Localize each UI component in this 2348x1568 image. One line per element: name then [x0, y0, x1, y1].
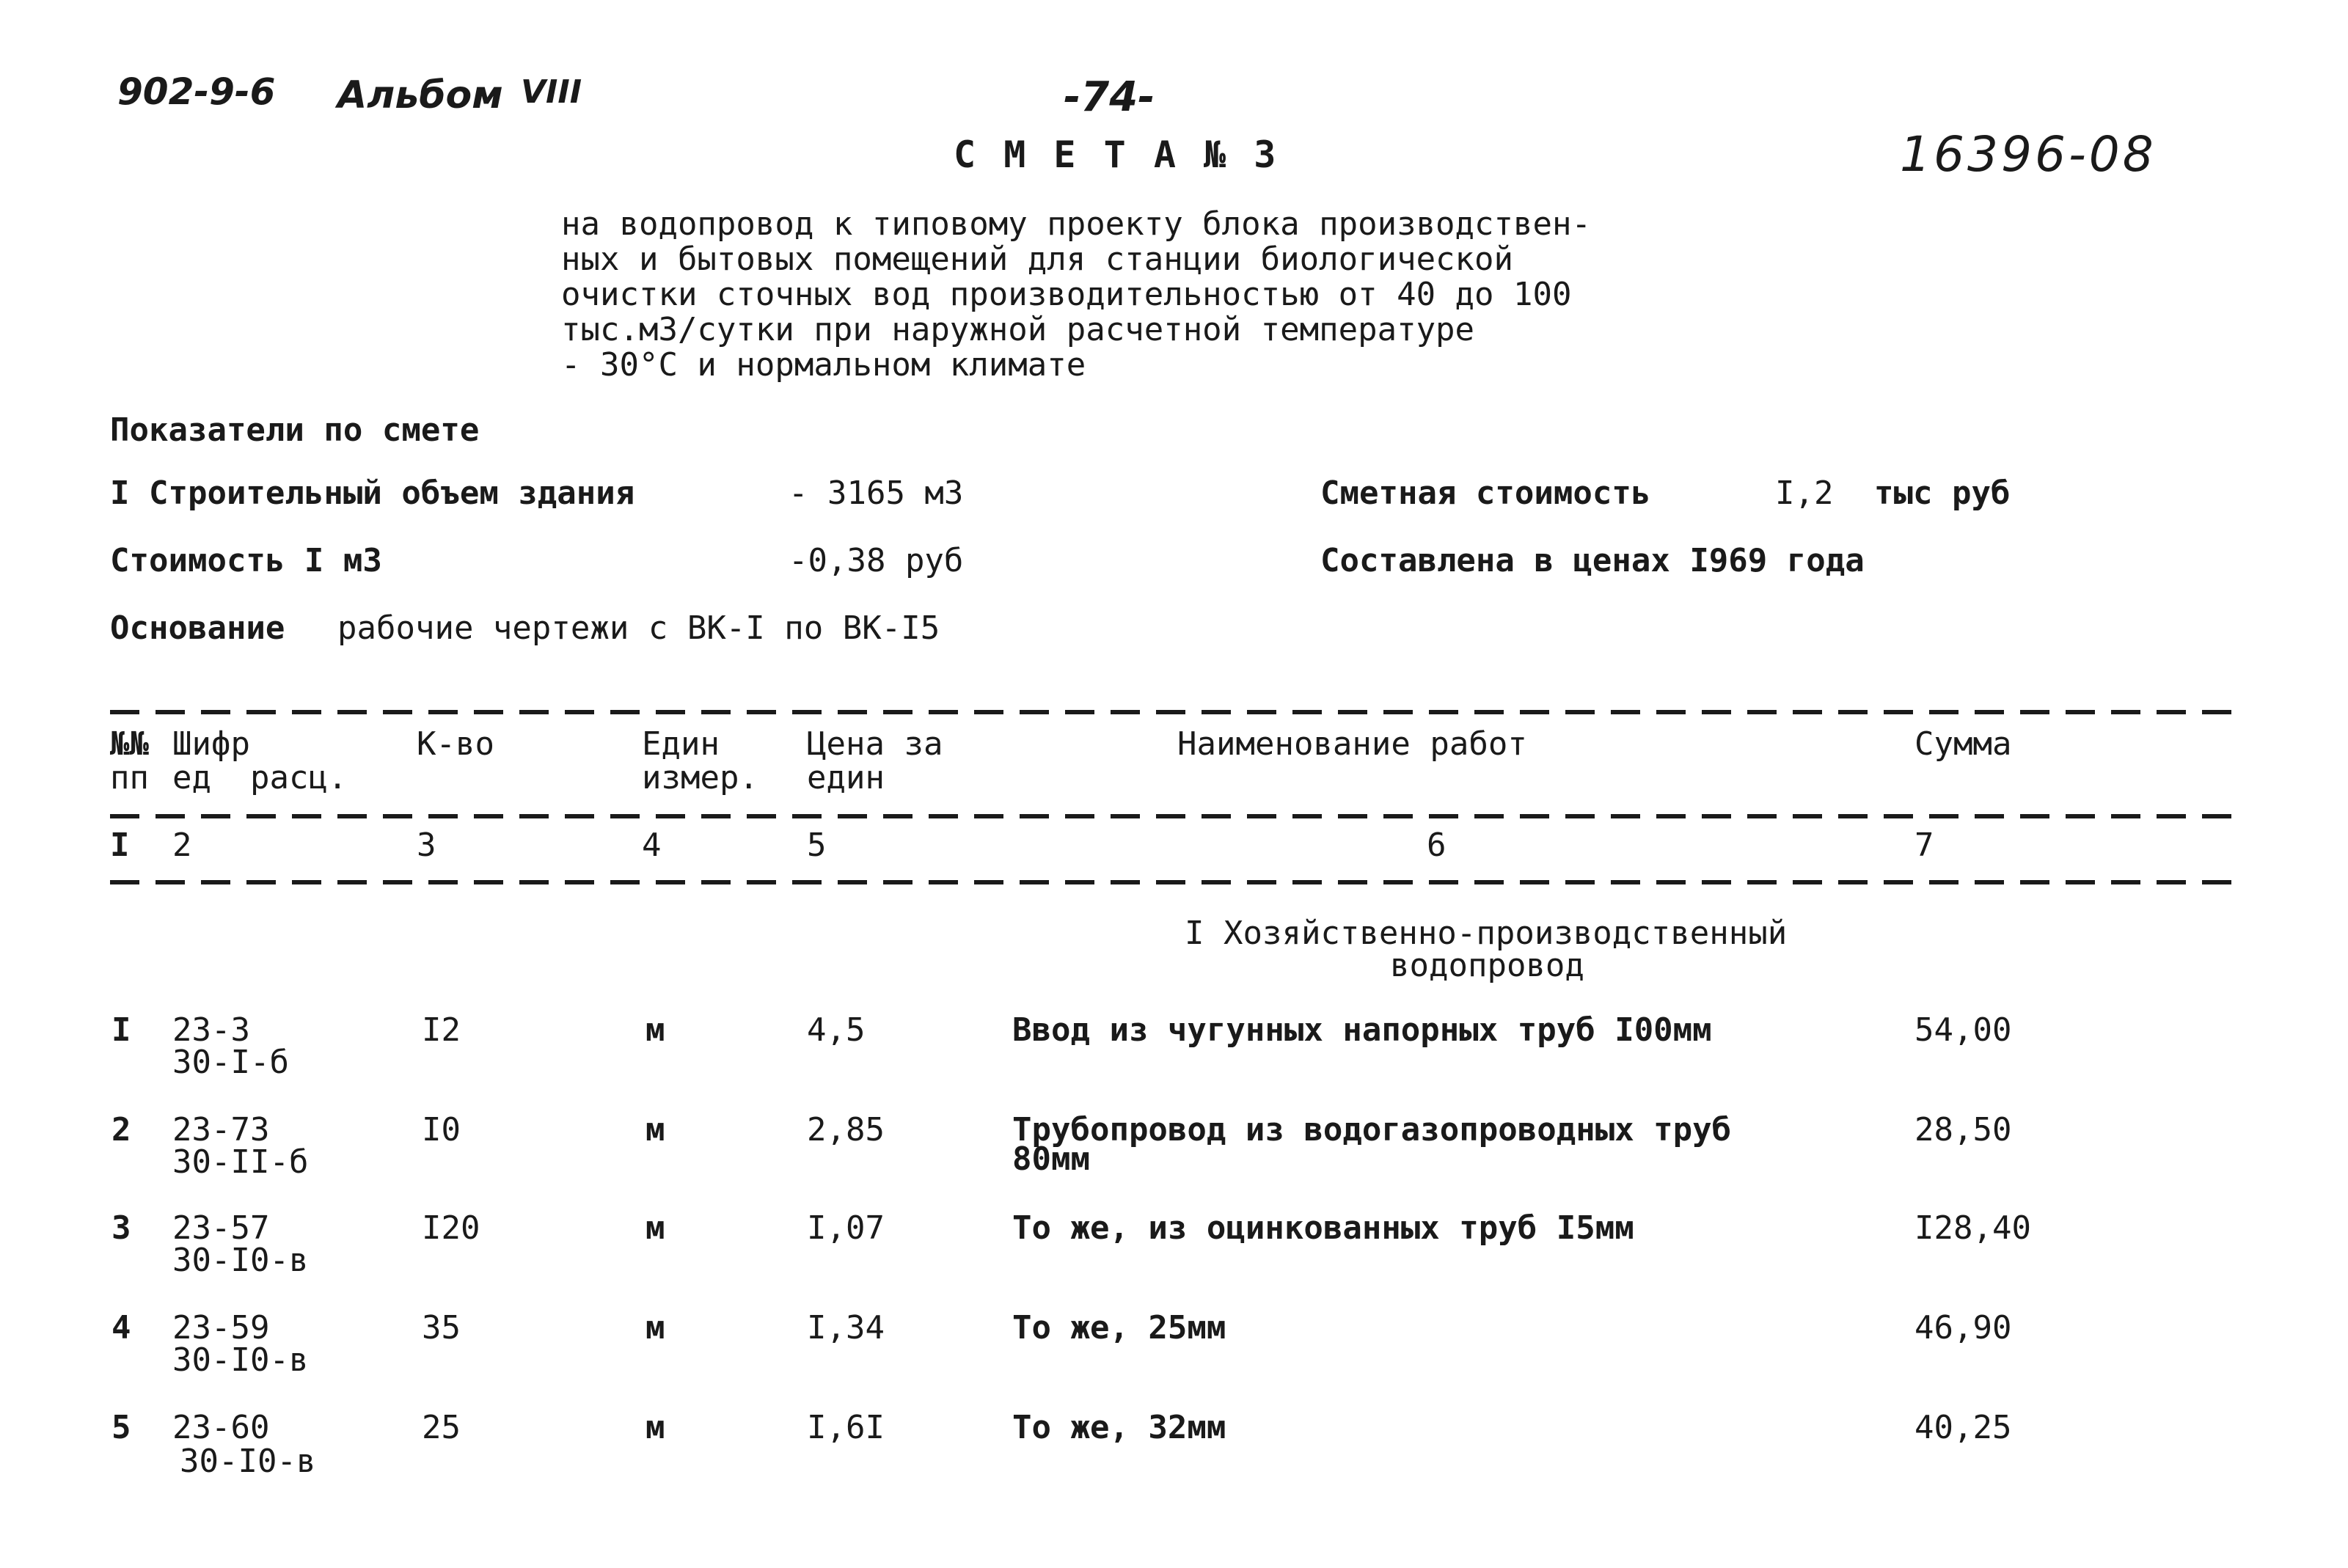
header-number-sub: пп [110, 759, 149, 796]
row-code: 23-60 [172, 1409, 270, 1446]
row-price: I,6I [807, 1409, 885, 1446]
row-price: 2,85 [807, 1111, 885, 1148]
header-code-sub: ед расц. [172, 759, 348, 796]
header-price: Цена за [807, 725, 943, 763]
row-number: I [111, 1011, 131, 1049]
column-number: 4 [642, 827, 662, 864]
row-quantity: 35 [422, 1309, 461, 1347]
row-price: 4,5 [807, 1011, 866, 1049]
column-number: 6 [1427, 827, 1447, 864]
table-rule-numbers [110, 880, 2237, 884]
description-line: очистки сточных вод производительностью от 40 до 100 [561, 276, 1572, 313]
row-work-name: Трубопровод из водогазопроводных труб [1012, 1111, 1732, 1148]
basis-value: рабочие чертежи с ВК-I по ВК-I5 [337, 609, 940, 647]
section-title-sub: водопровод [1390, 947, 1584, 984]
document-number: 16396-08 [1900, 126, 2157, 183]
row-unit: м [645, 1111, 665, 1148]
row-unit: м [645, 1011, 665, 1049]
column-number: I [110, 827, 130, 864]
row-sum: 54,00 [1914, 1011, 2012, 1049]
column-number: 5 [807, 827, 827, 864]
row-price: I,07 [807, 1209, 885, 1247]
basis-label: Основание [110, 609, 285, 647]
header-price-sub: един [807, 759, 885, 796]
album-label: Альбом [337, 73, 503, 117]
row-sum: I28,40 [1914, 1209, 2031, 1247]
table-rule-header [110, 814, 2237, 818]
column-number: 7 [1914, 827, 1934, 864]
row-price: I,34 [807, 1309, 885, 1347]
row-number: 5 [111, 1409, 131, 1446]
row-unit: м [645, 1209, 665, 1247]
row-quantity: I0 [422, 1111, 461, 1148]
page-title: С М Е Т А № 3 [954, 133, 1279, 176]
unit-cost-value: -0,38 руб [789, 542, 964, 579]
building-volume-value: - 3165 м3 [789, 475, 964, 512]
row-sum: 28,50 [1914, 1111, 2012, 1148]
prices-note: Составлена в ценах I969 года [1320, 542, 1865, 579]
row-work-name: То же, 32мм [1012, 1409, 1226, 1446]
header-number: №№ [110, 725, 149, 763]
estimate-description [561, 207, 1591, 383]
description-line: тыс.м3/сутки при наружной расчетной температуре [561, 311, 1475, 348]
estimated-cost-value: I,2 [1775, 475, 1834, 512]
row-work-name-sub: 80мм [1012, 1140, 1090, 1178]
row-number: 3 [111, 1209, 131, 1247]
indicators-heading: Показатели по смете [110, 411, 480, 449]
album-number: VIII [521, 73, 582, 111]
estimated-cost-unit: тыс руб [1874, 475, 2011, 512]
header-work-name: Наименование работ [1177, 725, 1527, 763]
row-number: 4 [111, 1309, 131, 1347]
row-quantity: I20 [422, 1209, 480, 1247]
unit-cost-label: Стоимость I м3 [110, 542, 382, 579]
row-code-sub: 30-I-б [172, 1044, 289, 1081]
description-line: - 30°С и нормальном климате [561, 346, 1086, 384]
column-number: 3 [417, 827, 436, 864]
header-unit-sub: измер. [642, 759, 758, 796]
header-sum: Сумма [1914, 725, 2012, 763]
header-code: Шифр [172, 725, 250, 763]
row-code-sub: 30-I0-в [172, 1341, 309, 1379]
row-code: 23-59 [172, 1309, 270, 1347]
column-number: 2 [172, 827, 192, 864]
row-sum: 46,90 [1914, 1309, 2012, 1347]
header-quantity: К-во [417, 725, 494, 763]
row-work-name: То же, из оцинкованных труб I5мм [1012, 1209, 1634, 1247]
description-line: ных и бытовых помещений для станции биологической [561, 241, 1514, 278]
row-code-sub: 30-II-б [172, 1143, 309, 1181]
row-quantity: I2 [422, 1011, 461, 1049]
row-code-sub: 30-I0-в [172, 1242, 309, 1279]
document-code: 902-9-6 [117, 70, 276, 113]
row-unit: м [645, 1409, 665, 1446]
row-work-name: Ввод из чугунных напорных труб I00мм [1012, 1011, 1712, 1049]
row-code: 23-57 [172, 1209, 270, 1247]
table-rule-top [110, 710, 2237, 714]
row-work-name: То же, 25мм [1012, 1309, 1226, 1347]
page-number: -74- [1064, 73, 1155, 121]
header-unit: Един [642, 725, 720, 763]
row-code: 23-3 [172, 1011, 250, 1049]
estimated-cost-label: Сметная стоимость [1320, 475, 1651, 512]
row-number: 2 [111, 1111, 131, 1148]
row-code-sub: 30-I0-в [180, 1443, 316, 1480]
building-volume-label: I Строительный объем здания [110, 475, 635, 512]
row-code: 23-73 [172, 1111, 270, 1148]
row-sum: 40,25 [1914, 1409, 2012, 1446]
description-line: на водопровод к типовому проекту блока производствен- [561, 205, 1591, 243]
section-title: I Хозяйственно-производственный [1185, 915, 1788, 952]
row-quantity: 25 [422, 1409, 461, 1446]
row-unit: м [645, 1309, 665, 1347]
